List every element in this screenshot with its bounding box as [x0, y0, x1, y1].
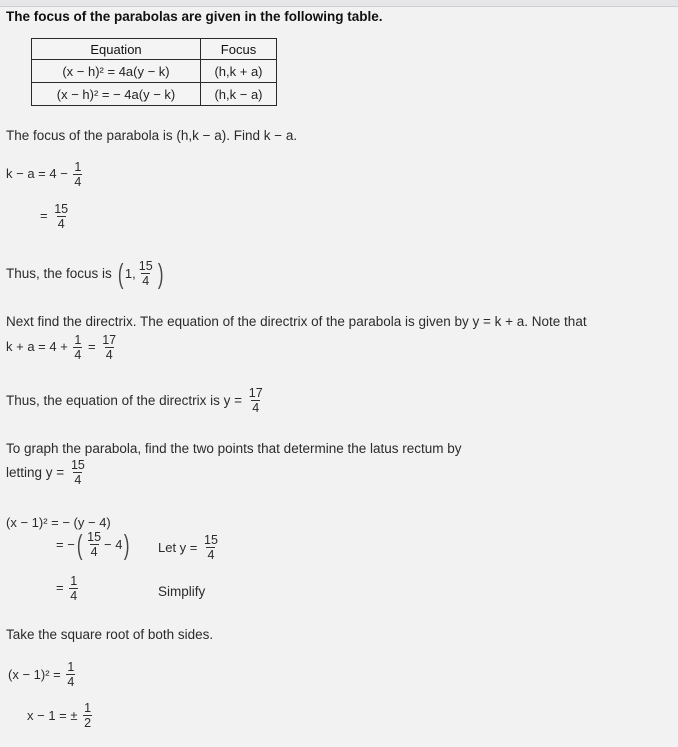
equals-sign: = — [88, 338, 96, 354]
cell-equation: (x − h)² = 4a(y − k) — [32, 60, 201, 83]
letting-y-text: letting y = — [6, 465, 65, 480]
fraction-fifteen-fourths: $\frac{15}{4}$ — [70, 458, 85, 487]
focus-table — [31, 38, 277, 106]
equals-minus: = − — [56, 537, 75, 552]
fraction-seventeen-fourths: $\frac{17}{4}$ — [248, 386, 263, 415]
k-minus-a-result — [40, 202, 71, 231]
cell-focus: (h,k + a) — [201, 60, 277, 83]
header-equation: Equation — [32, 39, 201, 60]
fraction-one-fourth: $\frac{1}{4}$ — [67, 660, 75, 689]
focus-result — [6, 259, 165, 288]
equals-sign: = — [56, 579, 64, 595]
header-focus: Focus — [201, 39, 277, 60]
fraction-one-fourth: $\frac{1}{4}$ — [74, 160, 82, 189]
directrix-intro: Next find the directrix. The equation of the directrix of the parabola is given by y = k + a. Note that — [6, 314, 587, 329]
top-border — [0, 0, 678, 7]
equation-root — [27, 701, 94, 730]
equation-line-2: = − ( $\frac{15}{4}$ − 4 ) — [56, 528, 130, 560]
k-minus-a-text: k − a = 4 − — [6, 165, 68, 181]
fraction-one-fourth: $\frac{1}{4}$ — [70, 574, 78, 603]
equation-line-3 — [56, 574, 80, 603]
squared-text: (x − 1)² = — [8, 667, 61, 682]
focus-point: ( 1, $\frac{15}{4}$ ) — [117, 257, 164, 289]
simplify-note: Simplify — [158, 584, 206, 599]
fraction-one-half: $\frac{1}{2}$ — [84, 701, 92, 730]
fraction-fifteen-fourths: $\frac{15}{4}$ — [54, 202, 69, 231]
k-plus-a-line — [6, 333, 119, 362]
table-header-row — [32, 39, 277, 60]
latus-intro: To graph the parabola, find the two points that determine the latus rectum by — [6, 441, 462, 456]
sqrt-step-text: Take the square root of both sides. — [6, 627, 214, 642]
k-minus-a-line — [6, 160, 84, 189]
equation-squared — [8, 660, 77, 689]
root-text: x − 1 = ± — [27, 708, 78, 723]
focus-point-x: 1, — [124, 266, 136, 281]
equation-line-1: (x − 1)² = − (y − 4) — [6, 515, 111, 530]
fraction-fifteen-fourths: $\frac{15}{4}$ — [87, 530, 102, 559]
k-plus-a-text: k + a = 4 + — [6, 338, 68, 354]
focus-result-text: Thus, the focus is — [6, 266, 112, 281]
cell-equation: (x − h)² = − 4a(y − k) — [32, 83, 201, 106]
fraction-one-fourth: $\frac{1}{4}$ — [74, 333, 82, 362]
focus-statement: The focus of the parabola is (h,k − a). Find k − a. — [6, 128, 298, 143]
equals-sign: = — [40, 207, 48, 223]
cell-focus: (h,k − a) — [201, 83, 277, 106]
fraction-fifteen-fourths: $\frac{15}{4}$ — [204, 533, 218, 562]
table-row — [32, 83, 277, 106]
let-y-note — [158, 533, 221, 562]
directrix-result-text: Thus, the equation of the directrix is y = — [6, 393, 242, 408]
table-row — [32, 60, 277, 83]
fraction-seventeen-fourths: $\frac{17}{4}$ — [102, 333, 117, 362]
directrix-result — [6, 386, 266, 415]
letting-y-line — [6, 458, 88, 487]
minus-four: − 4 — [104, 537, 123, 552]
let-y-text: Let y = — [158, 540, 198, 555]
intro-text: The focus of the parabolas are given in the following table. — [6, 9, 383, 24]
focus-point-y: $\frac{15}{4}$ — [138, 259, 153, 288]
